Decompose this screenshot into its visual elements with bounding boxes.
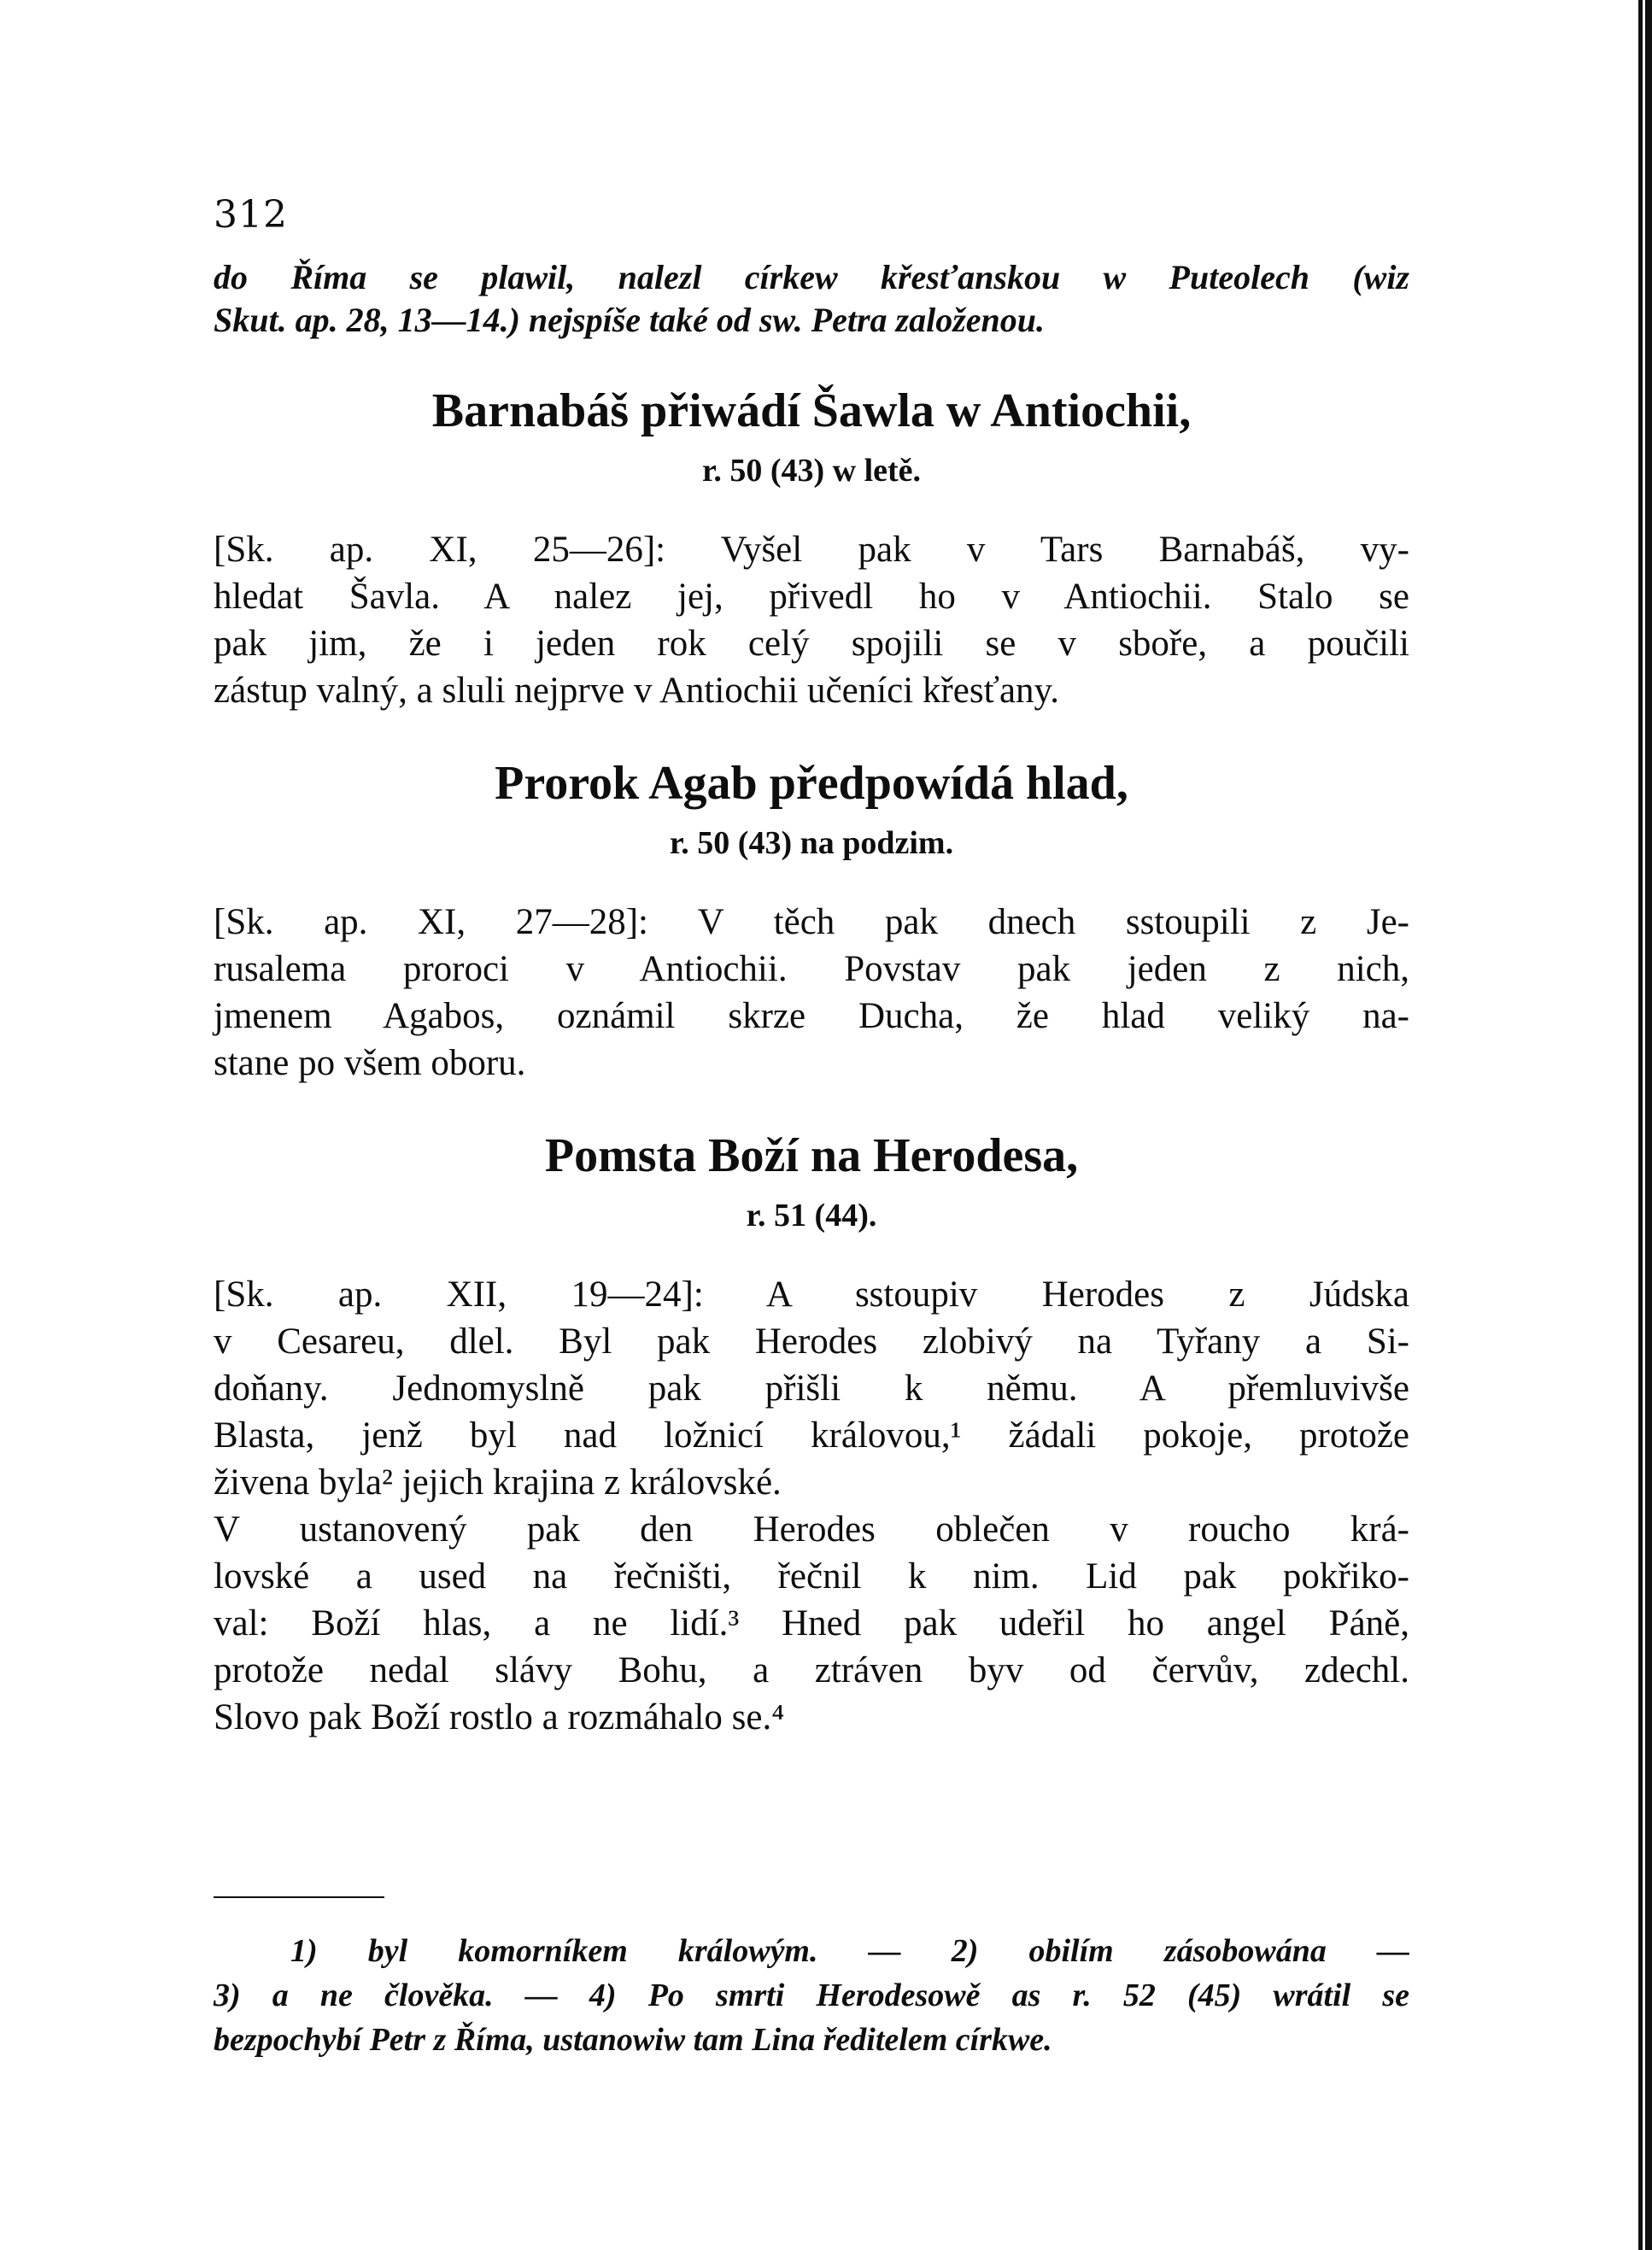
text-line: doňany. Jednomyslně pak přišli k němu. A přemluvivše: [214, 1368, 1409, 1409]
paragraph: [214, 899, 1409, 1087]
text-line: Skut. ap. 28, 13—14.) nejspíše také od sw. Petra založenou.: [214, 301, 1046, 339]
text-line: protože nedal slávy Bohu, a ztráven byv od červův, zdechl.: [214, 1650, 1409, 1690]
page-content: [214, 256, 1409, 1741]
section-agab: [214, 753, 1409, 1087]
text-line: rusalema proroci v Antiochii. Povstav pak jeden z nich,: [214, 949, 1409, 989]
paragraph: [214, 526, 1409, 714]
section-date: r. 51 (44).: [746, 1198, 877, 1233]
text-line: [Sk. ap. XII, 19—24]: A sstoupiv Herodes z Júdska: [214, 1274, 1409, 1315]
section-heading: Barnabáš přiwádí Šawla w Antiochii,: [431, 384, 1192, 437]
intro-paragraph: [214, 256, 1409, 342]
text-line: val: Boží hlas, a ne lidí.³ Hned pak udeřil ho angel Páně,: [214, 1603, 1409, 1644]
page-number: 312: [214, 193, 288, 237]
text-line: živena byla² jejich krajina z královské.: [214, 1462, 782, 1503]
text-line: jmenem Agabos, oznámil skrze Ducha, že hlad veliký na-: [214, 996, 1409, 1036]
text-line: [Sk. ap. XI, 27—28]: V těch pak dnech sstoupili z Je-: [214, 902, 1409, 942]
footnotes: [214, 1929, 1409, 2062]
section-date: r. 50 (43) w letě.: [701, 453, 922, 489]
text-line: pak jim, že i jeden rok celý spojili se v sboře, a poučili: [214, 624, 1409, 664]
text-line: v Cesareu, dlel. Byl pak Herodes zlobivý na Tyřany a Si-: [214, 1321, 1409, 1362]
footnote-divider: [214, 1896, 384, 1898]
section-herodes: [214, 1126, 1409, 1741]
text-line: lovské a used na řečništi, řečnil k nim. Lid pak pokřiko-: [214, 1556, 1409, 1597]
text-line: hledat Šavla. A nalez jej, přivedl ho v Antiochii. Stalo se: [214, 577, 1409, 617]
paragraph: [214, 1271, 1409, 1506]
paragraph: [214, 1506, 1409, 1741]
text-line: Blasta, jenž byl nad ložnicí královou,¹ žádali pokoje, protože: [214, 1415, 1409, 1456]
text-line: Slovo pak Boží rostlo a rozmáhalo se.⁴: [214, 1697, 785, 1737]
page-edge: [1635, 0, 1652, 2250]
footnote-line: bezpochybí Petr z Říma, ustanowiw tam Lina ředitelem církwe.: [214, 2022, 1052, 2058]
text-line: do Říma se plawil, nalezl církew křesťanskou w Puteolech (wiz: [214, 258, 1409, 296]
text-line: [Sk. ap. XI, 25—26]: Vyšel pak v Tars Barnabáš, vy-: [214, 530, 1409, 570]
footnote-line: 1) byl komorníkem králowým. — 2) obilím zásobowána —: [290, 1933, 1409, 1969]
section-heading: Prorok Agab předpowídá hlad,: [495, 757, 1128, 810]
section-heading: Pomsta Boží na Herodesa,: [544, 1129, 1079, 1182]
footnote-line: 3) a ne člověka. — 4) Po smrti Herodesowě as r. 52 (45) wrátil se: [214, 1978, 1409, 2013]
text-line: zástup valný, a sluli nejprve v Antiochii učeníci křesťany.: [214, 671, 1059, 711]
text-line: V ustanovený pak den Herodes oblečen v roucho krá-: [214, 1509, 1409, 1550]
section-barnabas: [214, 381, 1409, 714]
text-line: stane po všem oboru.: [214, 1043, 526, 1083]
section-date: r. 50 (43) na podzim.: [669, 825, 954, 861]
